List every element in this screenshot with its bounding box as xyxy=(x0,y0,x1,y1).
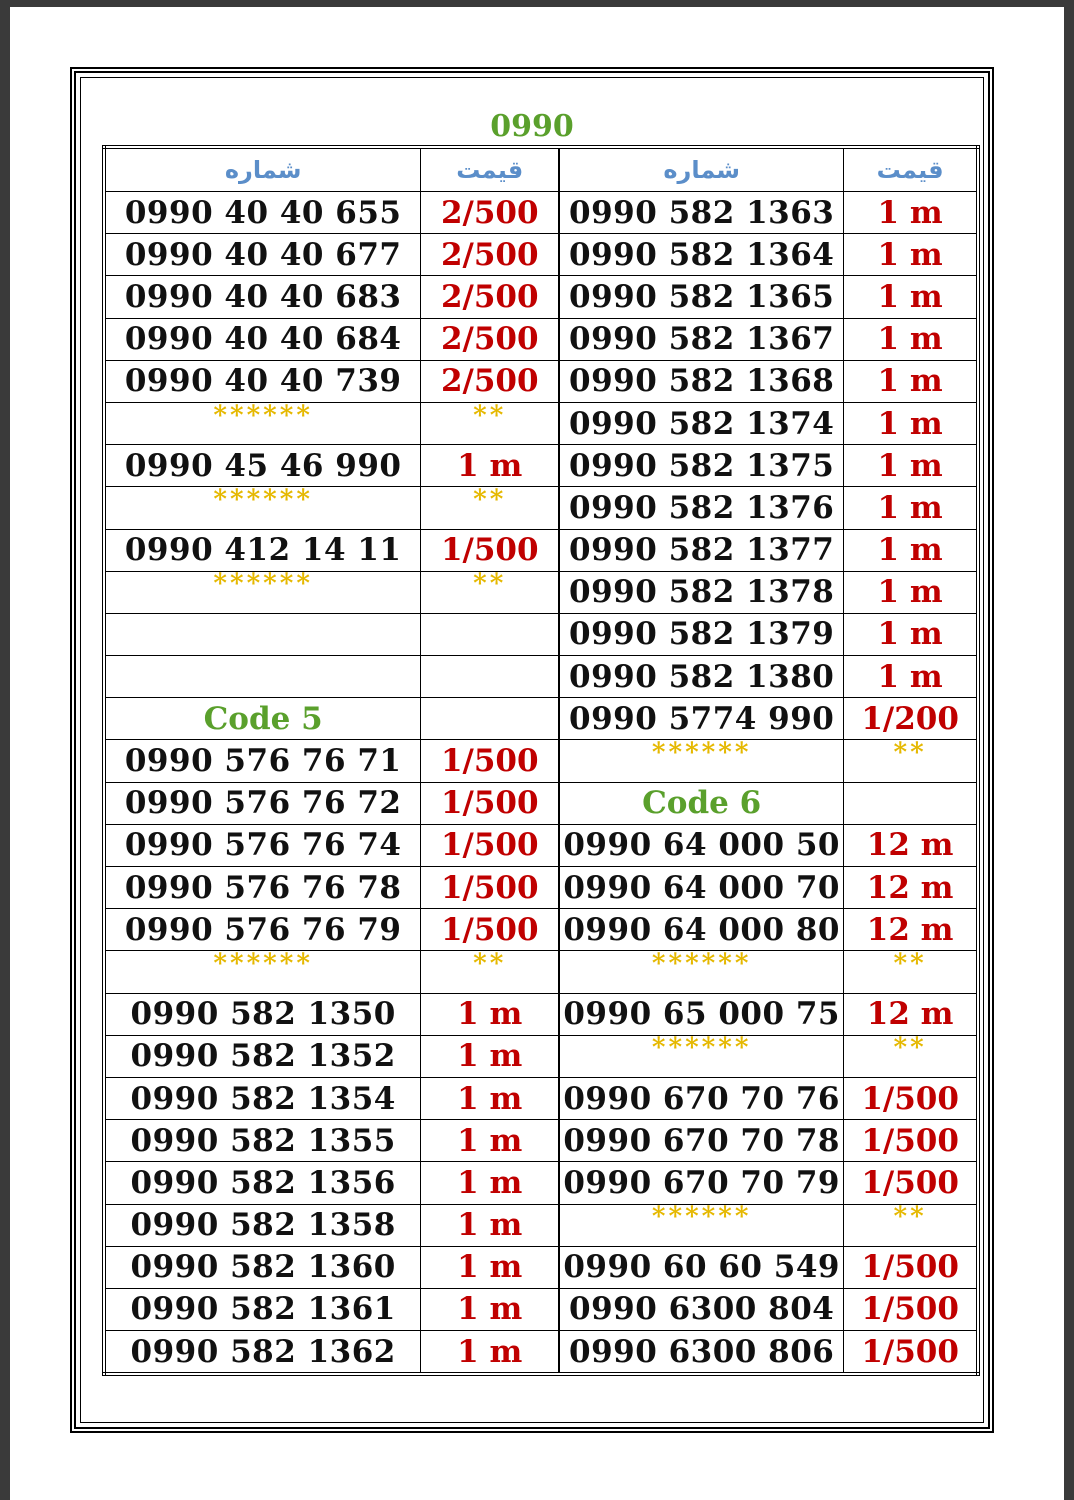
phone-number-cell xyxy=(559,698,844,740)
price-cell xyxy=(844,360,978,402)
separator-stars: ** xyxy=(893,739,927,769)
phone-number: 0990 670 70 79 xyxy=(563,1164,841,1201)
phone-number-cell xyxy=(559,909,844,951)
phone-number-cell xyxy=(104,1288,421,1330)
price-cell xyxy=(844,234,978,276)
phone-number: 0990 670 70 76 xyxy=(563,1080,841,1117)
phone-number: 0990 576 76 74 xyxy=(124,827,402,864)
price: 1/500 xyxy=(440,532,539,569)
table-row xyxy=(104,360,978,402)
price-cell xyxy=(844,318,978,360)
separator-stars-cell xyxy=(559,951,844,993)
phone-number: 0990 582 1355 xyxy=(130,1122,396,1159)
separator-stars-cell xyxy=(559,1035,844,1077)
price-cell xyxy=(421,276,559,318)
separator-stars: ****** xyxy=(213,950,313,979)
price: 12 m xyxy=(866,827,954,864)
phone-number: 0990 40 40 683 xyxy=(124,278,402,315)
price-cell xyxy=(421,1204,559,1246)
price: 1/500 xyxy=(861,1291,959,1328)
price: 1/500 xyxy=(861,1333,959,1370)
phone-number: 0990 582 1361 xyxy=(130,1291,396,1328)
price-cell xyxy=(844,698,978,740)
price: 1 m xyxy=(457,1291,523,1328)
empty-cell-cell xyxy=(844,782,978,824)
price-cell xyxy=(421,1120,559,1162)
table-row xyxy=(104,192,978,234)
separator-stars-cell xyxy=(104,571,421,613)
table-row xyxy=(104,1120,978,1162)
phone-number-cell xyxy=(559,1077,844,1119)
phone-number: 0990 582 1356 xyxy=(130,1164,396,1201)
price: 1 m xyxy=(457,1164,523,1201)
section-code: Code 6 xyxy=(642,785,762,822)
separator-stars-cell xyxy=(844,1204,978,1246)
phone-number-cell xyxy=(559,360,844,402)
price: 12 m xyxy=(866,996,954,1033)
price-cell xyxy=(844,1120,978,1162)
separator-stars-cell xyxy=(844,740,978,782)
price-cell xyxy=(844,1331,978,1375)
separator-stars-cell xyxy=(421,571,559,613)
separator-stars: ** xyxy=(473,950,507,979)
price: 1 m xyxy=(457,1080,523,1117)
price: 2/500 xyxy=(440,321,539,358)
phone-number: 0990 582 1374 xyxy=(569,405,835,442)
phone-number: 0990 40 40 739 xyxy=(124,363,402,400)
phone-number-cell xyxy=(559,824,844,866)
phone-number-cell xyxy=(104,867,421,909)
table-row xyxy=(104,1288,978,1330)
phone-number-cell xyxy=(104,445,421,487)
separator-stars-cell xyxy=(559,740,844,782)
phone-number-cell xyxy=(559,1162,844,1204)
table-row xyxy=(104,318,978,360)
phone-number: 0990 64 000 70 xyxy=(563,869,841,906)
phone-number: 0990 412 14 11 xyxy=(124,532,402,569)
empty-cell-cell xyxy=(421,656,559,698)
separator-stars: ****** xyxy=(213,486,313,515)
phone-number-cell xyxy=(104,318,421,360)
phone-number-cell xyxy=(104,824,421,866)
price: 1/500 xyxy=(440,869,539,906)
price-cell xyxy=(421,782,559,824)
phone-number-cell xyxy=(559,613,844,655)
phone-number-cell xyxy=(559,1288,844,1330)
phone-number: 0990 45 46 990 xyxy=(124,447,402,484)
separator-stars: ****** xyxy=(651,1204,752,1233)
section-code-cell xyxy=(104,698,421,740)
price: 1 m xyxy=(457,1207,523,1244)
price: 1 m xyxy=(877,532,943,569)
price-cell xyxy=(844,445,978,487)
phone-number-cell xyxy=(104,234,421,276)
phone-number: 0990 576 76 71 xyxy=(124,743,402,780)
price: 1 m xyxy=(877,574,943,611)
table-row xyxy=(104,867,978,909)
phone-number: 0990 582 1375 xyxy=(569,447,835,484)
table-row xyxy=(104,1204,978,1246)
separator-stars-cell xyxy=(844,951,978,993)
price-table xyxy=(102,145,980,1376)
separator-stars: ** xyxy=(473,402,507,431)
phone-number-cell xyxy=(104,782,421,824)
phone-number-cell xyxy=(559,571,844,613)
price-cell xyxy=(421,824,559,866)
phone-number-cell xyxy=(104,1246,421,1288)
separator-stars-cell xyxy=(421,402,559,444)
price-cell xyxy=(421,1162,559,1204)
price-cell xyxy=(844,276,978,318)
phone-number: 0990 60 60 549 xyxy=(563,1249,841,1286)
phone-number-cell xyxy=(104,1077,421,1119)
price-cell xyxy=(844,1162,978,1204)
price: 1/200 xyxy=(861,700,959,737)
phone-number-cell xyxy=(104,909,421,951)
price-cell xyxy=(844,402,978,444)
price: 1 m xyxy=(457,447,523,484)
price-cell xyxy=(421,192,559,234)
empty-cell-cell xyxy=(421,613,559,655)
price: 2/500 xyxy=(440,236,539,273)
phone-number: 0990 64 000 50 xyxy=(563,827,841,864)
phone-number: 0990 582 1350 xyxy=(130,996,396,1033)
price: 1 m xyxy=(457,1122,523,1159)
separator-stars-cell xyxy=(421,487,559,529)
phone-number: 0990 670 70 78 xyxy=(563,1122,841,1159)
table-row xyxy=(104,613,978,655)
table-row xyxy=(104,993,978,1035)
table-row xyxy=(104,1162,978,1204)
phone-number-cell xyxy=(104,1035,421,1077)
phone-number: 0990 40 40 655 xyxy=(124,194,402,231)
separator-stars-cell xyxy=(844,1035,978,1077)
phone-number: 0990 582 1358 xyxy=(130,1207,396,1244)
document-page xyxy=(10,7,1064,1500)
phone-number: 0990 40 40 677 xyxy=(124,236,402,273)
phone-number: 0990 6300 806 xyxy=(569,1333,835,1370)
page-title: 0990 xyxy=(490,109,574,144)
phone-number-cell xyxy=(559,276,844,318)
empty-cell-cell xyxy=(104,656,421,698)
empty-cell-cell xyxy=(421,698,559,740)
price-cell xyxy=(421,909,559,951)
price-cell xyxy=(421,1035,559,1077)
price: 1/500 xyxy=(861,1249,959,1286)
price-cell xyxy=(844,993,978,1035)
header-price-left: قیمت xyxy=(421,147,559,192)
phone-number-cell xyxy=(104,1162,421,1204)
phone-number-cell xyxy=(559,529,844,571)
header-number-right: شماره xyxy=(559,147,844,192)
phone-number-cell xyxy=(559,1120,844,1162)
price: 1 m xyxy=(457,1249,523,1286)
table-row xyxy=(104,909,978,951)
price: 1/500 xyxy=(861,1080,959,1117)
separator-stars: ** xyxy=(893,1204,927,1233)
price-cell xyxy=(844,1077,978,1119)
phone-number: 0990 5774 990 xyxy=(569,700,835,737)
price-cell xyxy=(844,909,978,951)
table-row xyxy=(104,487,978,529)
price-cell xyxy=(844,867,978,909)
price: 1 m xyxy=(457,996,523,1033)
price-cell xyxy=(421,529,559,571)
price: 1/500 xyxy=(861,1122,959,1159)
price-cell xyxy=(421,318,559,360)
phone-number-cell xyxy=(559,192,844,234)
phone-number-cell xyxy=(559,402,844,444)
price-cell xyxy=(421,867,559,909)
price: 1 m xyxy=(877,489,943,526)
price: 1 m xyxy=(877,278,943,315)
phone-number-cell xyxy=(559,487,844,529)
section-code: Code 5 xyxy=(203,700,323,737)
separator-stars: ****** xyxy=(651,1035,752,1064)
separator-stars-cell xyxy=(559,1204,844,1246)
table-row xyxy=(104,824,978,866)
table-row xyxy=(104,276,978,318)
separator-stars-cell xyxy=(104,951,421,993)
price: 1 m xyxy=(877,321,943,358)
phone-number: 0990 582 1376 xyxy=(569,489,835,526)
phone-number-cell xyxy=(104,740,421,782)
phone-number-cell xyxy=(104,1204,421,1246)
phone-number-cell xyxy=(559,993,844,1035)
price-cell xyxy=(844,487,978,529)
separator-stars: ****** xyxy=(651,950,752,979)
price: 1/500 xyxy=(440,911,539,948)
phone-number: 0990 576 76 78 xyxy=(124,869,402,906)
phone-number-cell xyxy=(104,360,421,402)
price-cell xyxy=(421,234,559,276)
price: 1 m xyxy=(457,1038,523,1075)
phone-number: 0990 582 1365 xyxy=(569,278,835,315)
phone-number: 0990 582 1378 xyxy=(569,574,835,611)
price-cell xyxy=(844,529,978,571)
phone-number: 0990 582 1380 xyxy=(569,658,835,695)
price-cell xyxy=(844,656,978,698)
price-cell xyxy=(844,1246,978,1288)
separator-stars: ** xyxy=(893,1035,927,1064)
price: 1 m xyxy=(877,616,943,653)
separator-stars: ** xyxy=(473,571,507,600)
phone-number-cell xyxy=(559,867,844,909)
phone-number: 0990 582 1377 xyxy=(569,532,835,569)
price: 1/500 xyxy=(861,1164,959,1201)
phone-number: 0990 582 1368 xyxy=(569,363,835,400)
table-row xyxy=(104,234,978,276)
phone-number: 0990 582 1354 xyxy=(130,1080,396,1117)
price: 2/500 xyxy=(440,278,539,315)
phone-number-cell xyxy=(559,1331,844,1375)
separator-stars: ** xyxy=(473,486,507,515)
table-row xyxy=(104,1035,978,1077)
phone-number-cell xyxy=(559,318,844,360)
phone-number: 0990 582 1367 xyxy=(569,321,835,358)
price: 2/500 xyxy=(440,363,539,400)
price: 1 m xyxy=(877,236,943,273)
price-cell xyxy=(421,1288,559,1330)
price-cell xyxy=(421,1077,559,1119)
phone-number: 0990 582 1379 xyxy=(569,616,835,653)
phone-number: 0990 576 76 72 xyxy=(124,785,402,822)
price: 1/500 xyxy=(440,785,539,822)
table-row xyxy=(104,782,978,824)
section-code-cell xyxy=(559,782,844,824)
phone-number: 0990 6300 804 xyxy=(569,1291,835,1328)
table-row xyxy=(104,740,978,782)
price: 1 m xyxy=(877,194,943,231)
price-cell xyxy=(844,192,978,234)
separator-stars-cell xyxy=(421,951,559,993)
table-row xyxy=(104,571,978,613)
price-cell xyxy=(844,571,978,613)
price-cell xyxy=(844,1288,978,1330)
phone-number: 0990 64 000 80 xyxy=(563,911,841,948)
table-row xyxy=(104,698,978,740)
table-row xyxy=(104,1246,978,1288)
table-row xyxy=(104,445,978,487)
phone-number-cell xyxy=(559,656,844,698)
price-cell xyxy=(421,445,559,487)
separator-stars-cell xyxy=(104,402,421,444)
phone-number-cell xyxy=(559,445,844,487)
separator-stars: ****** xyxy=(213,571,313,600)
table-row xyxy=(104,1077,978,1119)
header-price-right: قیمت xyxy=(844,147,978,192)
price: 1 m xyxy=(877,405,943,442)
price-cell xyxy=(421,740,559,782)
price: 2/500 xyxy=(440,194,539,231)
phone-number-cell xyxy=(104,276,421,318)
price-cell xyxy=(844,824,978,866)
phone-number: 0990 582 1360 xyxy=(130,1249,396,1286)
price: 12 m xyxy=(866,869,954,906)
table-row xyxy=(104,1331,978,1375)
price-cell xyxy=(421,360,559,402)
phone-number: 0990 576 76 79 xyxy=(124,911,402,948)
phone-number: 0990 582 1363 xyxy=(569,194,835,231)
price: 12 m xyxy=(866,911,954,948)
table-row xyxy=(104,402,978,444)
phone-number-cell xyxy=(559,234,844,276)
price: 1/500 xyxy=(440,743,539,780)
separator-stars: ****** xyxy=(651,739,752,769)
phone-number-cell xyxy=(104,993,421,1035)
price: 1 m xyxy=(457,1333,523,1370)
phone-number: 0990 40 40 684 xyxy=(124,321,402,358)
phone-number-cell xyxy=(104,192,421,234)
price-cell xyxy=(421,1246,559,1288)
table-row xyxy=(104,529,978,571)
price-cell xyxy=(421,993,559,1035)
price: 1 m xyxy=(877,363,943,400)
separator-stars: ** xyxy=(893,950,927,979)
price: 1 m xyxy=(877,447,943,484)
price-cell xyxy=(844,613,978,655)
separator-stars-cell xyxy=(104,487,421,529)
table-row xyxy=(104,951,978,993)
phone-number: 0990 65 000 75 xyxy=(563,996,841,1033)
phone-number-cell xyxy=(104,1331,421,1375)
phone-number: 0990 582 1364 xyxy=(569,236,835,273)
phone-number-cell xyxy=(104,529,421,571)
separator-stars: ****** xyxy=(213,402,313,431)
page-border xyxy=(70,67,994,1433)
phone-number: 0990 582 1352 xyxy=(130,1038,396,1075)
phone-number: 0990 582 1362 xyxy=(130,1333,396,1370)
table-header-row xyxy=(104,147,978,192)
phone-number-cell xyxy=(559,1246,844,1288)
empty-cell-cell xyxy=(104,613,421,655)
price: 1/500 xyxy=(440,827,539,864)
price-cell xyxy=(421,1331,559,1375)
table-row xyxy=(104,656,978,698)
header-number-left: شماره xyxy=(104,147,421,192)
price: 1 m xyxy=(877,658,943,695)
phone-number-cell xyxy=(104,1120,421,1162)
